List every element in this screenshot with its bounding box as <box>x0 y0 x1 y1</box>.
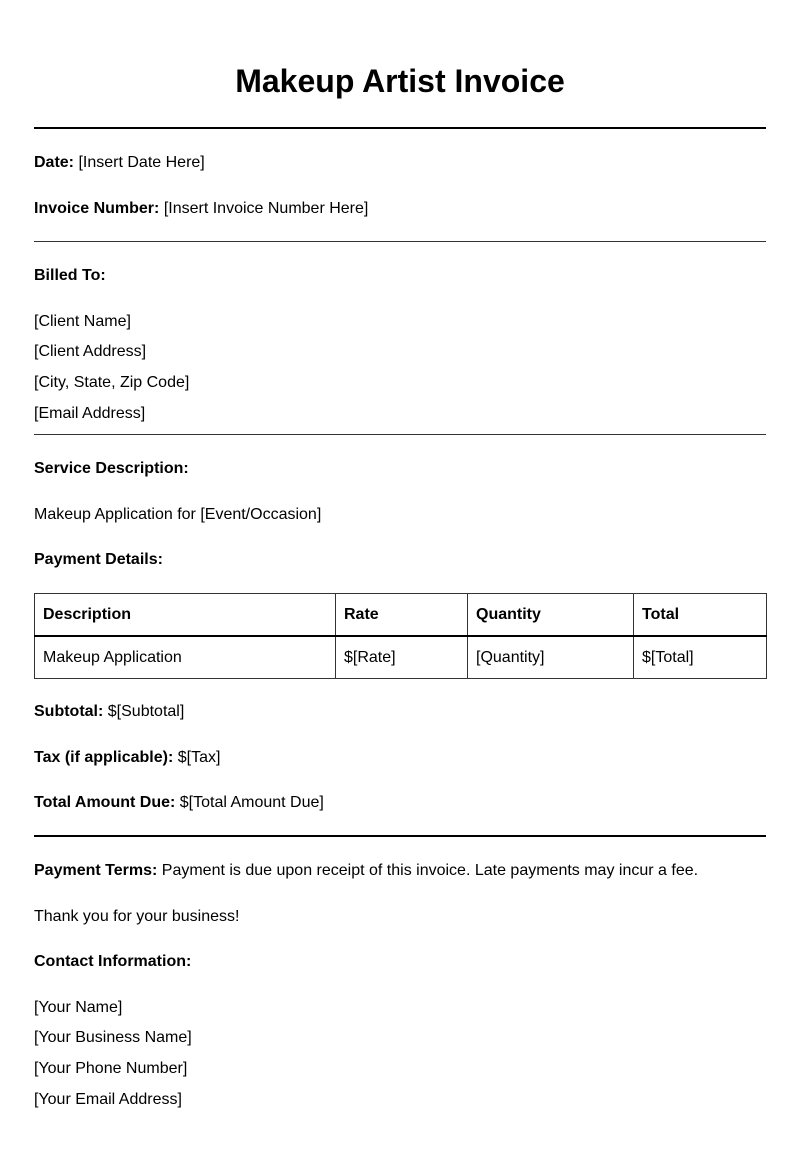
cell-description: Makeup Application <box>35 636 336 679</box>
subtotal-label: Subtotal: <box>34 703 104 720</box>
column-header-rate: Rate <box>336 594 468 637</box>
divider <box>34 835 766 837</box>
contact-name: [Your Name] <box>34 999 123 1016</box>
column-header-quantity: Quantity <box>468 594 634 637</box>
date-value: [Insert Date Here] <box>78 154 205 171</box>
invoice-number-value: [Insert Invoice Number Here] <box>163 200 369 217</box>
contact-information-label <box>34 952 191 972</box>
tax-value: $[Tax] <box>177 749 221 766</box>
contact-information-heading: Contact Information: <box>34 953 192 970</box>
billed-to-label <box>34 266 106 286</box>
invoice-number-line <box>34 199 368 219</box>
subtotal-value: $[Subtotal] <box>107 703 185 720</box>
thank-you-note: Thank you for your business! <box>34 908 240 925</box>
tax-line <box>34 748 220 768</box>
payment-terms-label: Payment Terms: <box>34 862 158 879</box>
date-line <box>34 153 205 173</box>
cell-total: $[Total] <box>634 636 767 679</box>
cell-quantity: [Quantity] <box>468 636 634 679</box>
client-city-state-zip: [City, State, Zip Code] <box>34 374 190 391</box>
total-due-value: $[Total Amount Due] <box>179 794 324 811</box>
table-header-row <box>35 594 767 637</box>
billed-to-heading: Billed To: <box>34 267 106 284</box>
tax-label: Tax (if applicable): <box>34 749 174 766</box>
client-address: [Client Address] <box>34 343 147 360</box>
date-label: Date: <box>34 154 75 171</box>
column-header-description: Description <box>35 594 336 637</box>
client-email: [Email Address] <box>34 405 146 422</box>
payment-terms-line <box>34 861 698 881</box>
client-name: [Client Name] <box>34 313 131 330</box>
service-description-label <box>34 459 189 479</box>
subtotal-line <box>34 702 184 722</box>
divider <box>34 127 766 129</box>
column-header-total: Total <box>634 594 767 637</box>
service-description-heading: Service Description: <box>34 460 189 477</box>
service-description-text: Makeup Application for [Event/Occasion] <box>34 506 322 523</box>
contact-phone: [Your Phone Number] <box>34 1060 188 1077</box>
divider <box>34 434 766 435</box>
contact-email: [Your Email Address] <box>34 1091 182 1108</box>
payment-table <box>34 593 767 679</box>
total-due-line <box>34 793 324 813</box>
divider <box>34 241 766 242</box>
payment-details-heading: Payment Details: <box>34 551 163 568</box>
contact-business-name: [Your Business Name] <box>34 1029 192 1046</box>
total-due-label: Total Amount Due: <box>34 794 176 811</box>
payment-terms-value: Payment is due upon receipt of this invoice. Late payments may incur a fee. <box>161 862 699 879</box>
payment-details-label <box>34 550 163 570</box>
invoice-number-label: Invoice Number: <box>34 200 160 217</box>
table-row <box>35 636 767 679</box>
cell-rate: $[Rate] <box>336 636 468 679</box>
page-title: Makeup Artist Invoice <box>235 63 565 99</box>
